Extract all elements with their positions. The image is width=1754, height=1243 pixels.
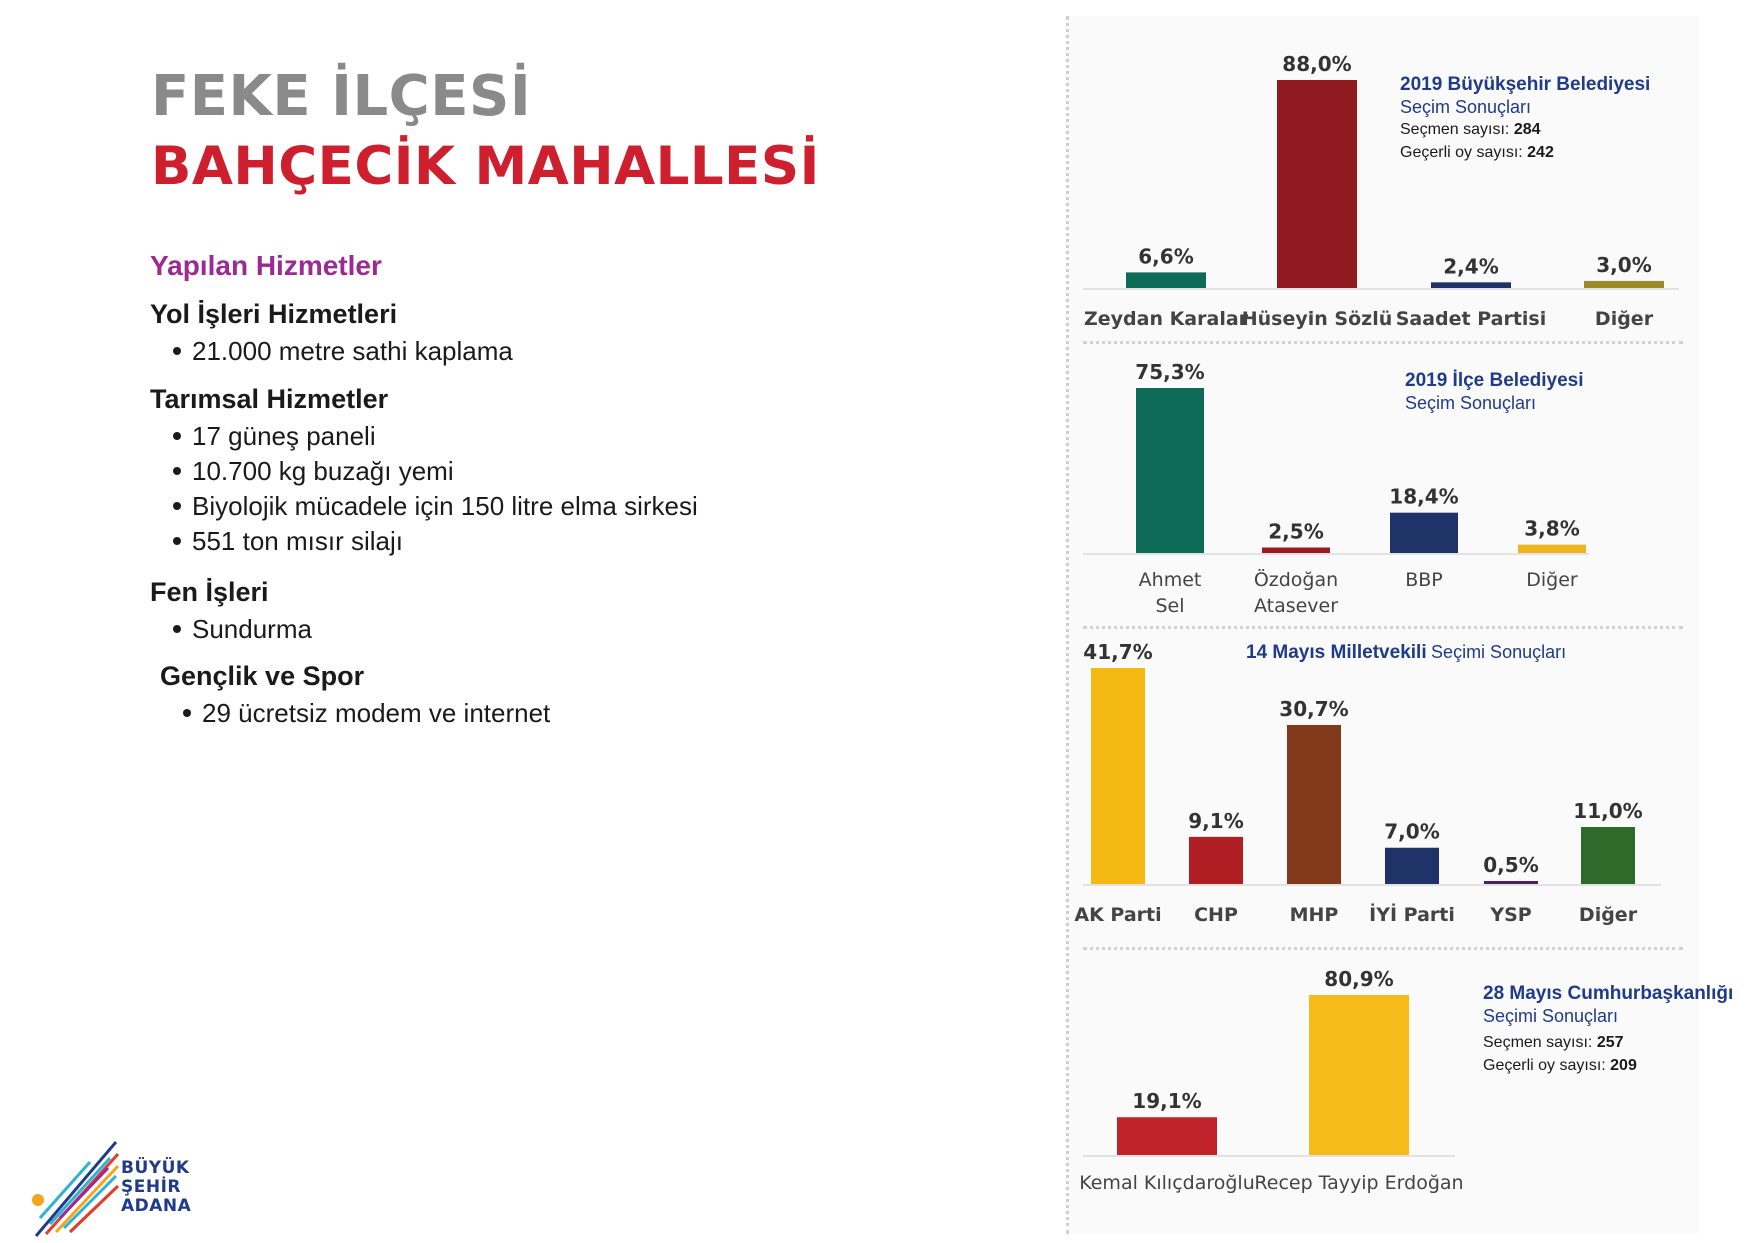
section-title-agriculture: Tarımsal Hizmetler <box>150 384 389 414</box>
category-label: Atasever <box>1253 595 1339 617</box>
valid-value: 209 <box>1610 1057 1637 1074</box>
logo-stripes-icon <box>30 1138 120 1238</box>
category-label: YSP <box>1490 904 1532 926</box>
panel-title: 2019 İlçe Belediyesi <box>1405 370 1584 391</box>
logo-text-adana: ADANA <box>121 1196 192 1216</box>
category-label: Recep Tayyip Erdoğan <box>1254 1172 1464 1194</box>
bar <box>1431 282 1511 288</box>
results-panel <box>1066 16 1734 1234</box>
bullet-icon <box>173 467 181 475</box>
panel-info-metro <box>1400 74 1650 164</box>
category-label: Diğer <box>1594 308 1654 330</box>
bullet-icon <box>173 502 181 510</box>
value-label: 7,0% <box>1384 819 1440 844</box>
category-label: İYİ Parti <box>1369 904 1455 926</box>
category-label: Saadet Partisi <box>1395 308 1547 330</box>
bar <box>1584 281 1664 288</box>
service-item-text: Sundurma <box>192 614 312 644</box>
valid-label: Geçerli oy sayısı: <box>1483 1057 1606 1074</box>
valid-line <box>1400 141 1650 164</box>
value-label: 30,7% <box>1279 696 1349 721</box>
panel-subtitle: Seçimi Sonuçları <box>1483 1006 1619 1026</box>
section-title-youth: Gençlik ve Spor <box>160 661 365 691</box>
value-label: 41,7% <box>1083 640 1153 664</box>
value-label: 6,6% <box>1138 244 1194 269</box>
voters-label: Seçmen sayısı: <box>1483 1034 1593 1051</box>
bar <box>1484 881 1538 884</box>
category-label: Diğer <box>1578 904 1638 926</box>
panel-info-president <box>1483 983 1733 1077</box>
bar <box>1518 545 1586 553</box>
logo-text-sehir: ŞEHİR <box>121 1177 181 1197</box>
category-label: Özdoğan <box>1253 569 1339 591</box>
bar <box>1581 827 1635 884</box>
service-item-text: 21.000 metre sathi kaplama <box>192 336 513 366</box>
service-item <box>183 698 550 729</box>
voters-label: Seçmen sayısı: <box>1400 121 1510 138</box>
service-item-text: 10.700 kg buzağı yemi <box>192 456 454 486</box>
section-title-road: Yol İşleri Hizmetleri <box>150 299 398 329</box>
valid-value: 242 <box>1527 144 1554 161</box>
service-item <box>173 526 403 557</box>
service-item-text: Biyolojik mücadele için 150 litre elma sirkesi <box>192 491 698 521</box>
bar <box>1287 725 1341 884</box>
district-title: FEKE İLÇESİ <box>151 64 532 129</box>
value-label: 11,0% <box>1573 799 1643 824</box>
panel-title: 2019 Büyükşehir Belediyesi <box>1400 74 1651 95</box>
panel-info-district <box>1405 370 1584 414</box>
adana-logo <box>30 1138 200 1238</box>
category-label: Sel <box>1155 595 1185 617</box>
bar <box>1390 513 1458 553</box>
category-label: CHP <box>1194 904 1238 926</box>
value-label: 9,1% <box>1188 808 1244 833</box>
bullet-icon <box>173 432 181 440</box>
logo-text-buyuk: BÜYÜK <box>121 1158 190 1178</box>
category-label: Ahmet <box>1138 569 1202 591</box>
bar <box>1136 388 1204 553</box>
bar <box>1189 837 1243 884</box>
panel-subtitle: Seçim Sonuçları <box>1400 97 1532 117</box>
voters-line <box>1400 118 1650 141</box>
separator <box>1083 626 1683 629</box>
separator <box>1083 341 1683 344</box>
bullet-icon <box>173 347 181 355</box>
service-item-text: 551 ton mısır silajı <box>192 526 403 556</box>
value-label: 18,4% <box>1389 484 1459 509</box>
category-label: MHP <box>1289 904 1339 926</box>
bar <box>1117 1117 1217 1155</box>
bar <box>1309 995 1409 1155</box>
neighborhood-title: BAHÇECİK MAHALLESİ <box>151 136 820 197</box>
panel-title: 28 Mayıs Cumhurbaşkanlığı <box>1483 983 1734 1004</box>
voters-line <box>1483 1031 1733 1054</box>
value-label: 19,1% <box>1132 1089 1202 1114</box>
bar <box>1091 668 1145 884</box>
panel-subtitle: Seçimi Sonuçları <box>1431 642 1567 662</box>
bar <box>1126 272 1206 288</box>
chart-3 <box>1074 640 1661 926</box>
bar <box>1277 80 1357 288</box>
service-item <box>173 491 698 522</box>
bullet-icon <box>183 709 191 717</box>
value-label: 3,8% <box>1524 516 1580 541</box>
services-heading: Yapılan Hizmetler <box>150 250 382 281</box>
service-item <box>173 456 454 487</box>
service-item-text: 17 güneş paneli <box>192 421 376 451</box>
valid-label: Geçerli oy sayısı: <box>1400 144 1523 161</box>
bullet-icon <box>173 625 181 633</box>
voters-value: 257 <box>1596 1034 1624 1051</box>
category-label: BBP <box>1405 569 1443 591</box>
category-label: Zeydan Karalar <box>1083 308 1249 330</box>
service-item <box>173 614 312 645</box>
bar <box>1385 848 1439 884</box>
service-item <box>173 421 376 452</box>
value-label: 3,0% <box>1596 252 1652 277</box>
value-label: 2,5% <box>1268 519 1324 544</box>
service-item-text: 29 ücretsiz modem ve internet <box>202 698 551 728</box>
panel-info-parliament <box>1246 641 1566 664</box>
value-label: 75,3% <box>1135 360 1205 384</box>
category-label: Hüseyin Sözlü <box>1241 308 1393 330</box>
voters-value: 284 <box>1513 121 1541 138</box>
panel-title: 14 Mayıs Milletvekili <box>1246 642 1427 663</box>
bar <box>1262 548 1330 553</box>
panel-subtitle: Seçim Sonuçları <box>1405 393 1537 413</box>
valid-line <box>1483 1054 1733 1077</box>
value-label: 80,9% <box>1324 967 1394 991</box>
separator <box>1083 947 1683 950</box>
category-label: AK Parti <box>1074 904 1162 926</box>
bullet-icon <box>173 537 181 545</box>
value-label: 0,5% <box>1483 853 1539 877</box>
category-label: Kemal Kılıçdaroğlu <box>1079 1172 1255 1194</box>
value-label: 88,0% <box>1282 52 1352 76</box>
value-label: 2,4% <box>1443 254 1499 279</box>
category-label: Diğer <box>1526 569 1578 591</box>
section-title-works: Fen İşleri <box>150 577 269 607</box>
service-item <box>173 336 513 367</box>
chart-4 <box>1079 967 1463 1194</box>
